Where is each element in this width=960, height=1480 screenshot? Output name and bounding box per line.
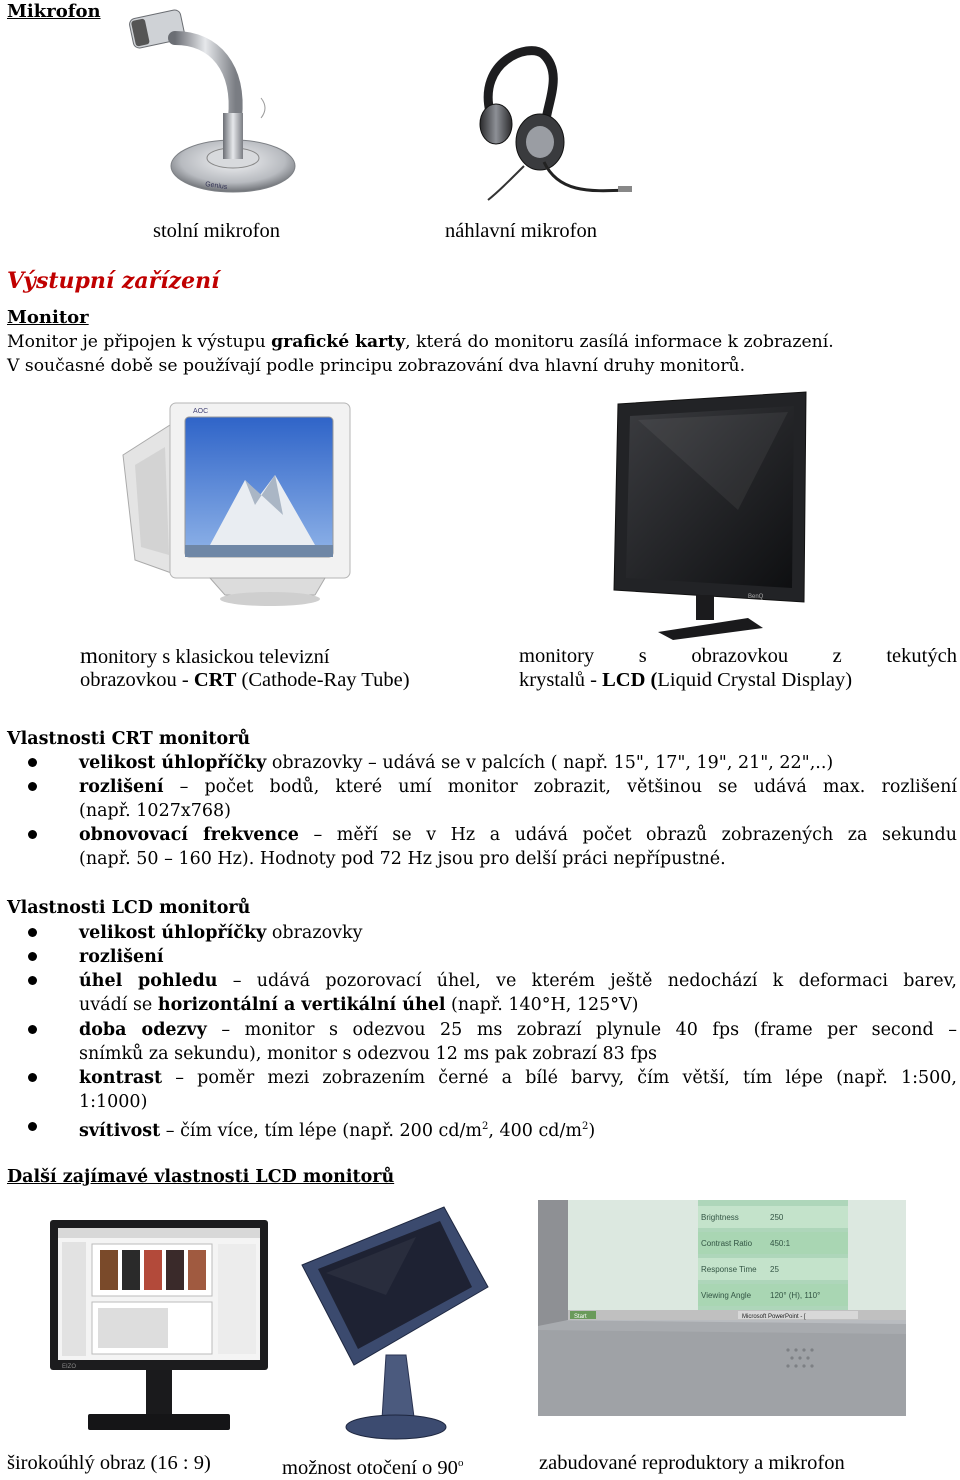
desk-microphone-caption: stolní mikrofon [153, 220, 280, 242]
bullet-icon [28, 1025, 37, 1034]
bullet-icon [28, 928, 37, 937]
crt-property-resolution-line1: rozlišení – počet bodů, které umí monitor zobrazit, většinou se udává max. rozlišení [79, 777, 957, 797]
speakers-caption: zabudované reproduktory a mikrofon [539, 1452, 845, 1474]
lcd-monitor-image [598, 390, 810, 640]
lcd-caption-line2: krystalů - LCD (Liquid Crystal Display) [519, 669, 853, 691]
taskbar-start-label: Start [574, 1314, 587, 1320]
rotation-caption: možnost otočení o 90$^o$ [282, 1456, 464, 1479]
widescreen-caption: širokoúhlý obraz (16 : 9) [7, 1452, 211, 1474]
lcd-property-resolution: rozlišení [79, 947, 164, 967]
lcd-property-contrast-line2: 1:1000) [79, 1092, 148, 1112]
lcd-property-contrast-line1: kontrast – poměr mezi zobrazením černé a bílé barvy, čím větší, tím lépe (např. 1:500, [79, 1068, 957, 1088]
crt-caption-line2: obrazovkou - CRT (Cathode-Ray Tube) [80, 669, 410, 691]
headset-microphone-caption: náhlavní mikrofon [445, 220, 598, 242]
crt-property-refresh-line1: obnovovací frekvence – měří se v Hz a udává počet obrazů zobrazených za sekundu [79, 825, 957, 845]
desk-microphone-image [125, 8, 300, 198]
crt-property-refresh-line2: (např. 50 – 160 Hz). Hodnoty pod 72 Hz jsou pro delší práci nepřípustné. [79, 849, 726, 869]
lcd-property-luminance: svítivost – čím více, tím lépe (např. 200 $cd/m^2$, 400 $cd/m^2$) [79, 1120, 596, 1141]
crt-caption-line1-rest: onitory s klasickou televizní [97, 646, 330, 668]
monitor-intro-line2: V současné době se používají podle principu zobrazování dva hlavní druhy monitorů. [7, 356, 746, 376]
photo-table-label: Viewing Angle [701, 1291, 752, 1300]
photo-table-label: Response Time [701, 1265, 757, 1274]
taskbar-app-label: Microsoft PowerPoint - [ [742, 1314, 806, 1320]
bullet-icon [28, 758, 37, 767]
svg-text:BenQ: BenQ [748, 594, 764, 600]
photo-table-value: 450:1 [770, 1239, 791, 1248]
output-devices-heading: Výstupní zařízení [7, 268, 220, 294]
bullet-icon [28, 952, 37, 961]
photo-table-label: Brightness [701, 1213, 739, 1222]
headset-microphone-image [468, 42, 638, 202]
bullet-icon [28, 1122, 37, 1131]
crt-property-resolution-line2: (např. 1027x768) [79, 801, 231, 821]
bullet-icon [28, 1073, 37, 1082]
lcd-caption-line1: monitory s obrazovkou z tekutých [519, 645, 957, 667]
rotating-monitor-image [296, 1205, 492, 1447]
crt-property-diagonal: velikost úhlopříčky obrazovky – udává se v palcích ( např. 15", 17", 19", 21", 22",..) [79, 753, 834, 773]
bullet-icon [28, 830, 37, 839]
lcd-property-response-line1: doba odezvy – monitor s odezvou 25 ms zobrazí plynule 40 fps (frame per second – [79, 1020, 957, 1040]
svg-text:Genius: Genius [204, 181, 228, 192]
svg-text:AOC: AOC [193, 408, 209, 415]
photo-table-label: Contrast Ratio [701, 1239, 753, 1248]
lcd-property-diagonal: velikost úhlopříčky obrazovky [79, 923, 363, 943]
bullet-icon [28, 976, 37, 985]
more-lcd-features-heading: Další zajímavé vlastnosti LCD monitorů [7, 1167, 395, 1187]
widescreen-monitor-image [48, 1218, 270, 1438]
lcd-property-viewing-angle-line2: uvádí se horizontální a vertikální úhel (např. 140°H, 125°V) [79, 995, 639, 1015]
lcd-property-viewing-angle-line1: úhel pohledu – udává pozorovací úhel, ve kterém ještě nedochází k deformaci barev, [79, 971, 957, 991]
photo-table-value: 120° (H), 110° [770, 1291, 821, 1300]
mikrofon-heading: Mikrofon [7, 1, 101, 22]
svg-text:EIZO: EIZO [62, 1364, 77, 1370]
bullet-icon [28, 782, 37, 791]
speakers-monitor-image [538, 1200, 906, 1416]
lcd-properties-heading: Vlastnosti LCD monitorů [7, 898, 251, 918]
monitor-intro-line1: Monitor je připojen k výstupu grafické karty, která do monitoru zasílá informace k zobrazení. [7, 332, 834, 352]
crt-caption-line1: monitory s klasickou televizní [80, 643, 330, 668]
lcd-property-response-line2: snímků za sekundu), monitor s odezvou 12 ms pak zobrazí 83 fps [79, 1044, 658, 1064]
photo-table-value: 25 [770, 1265, 779, 1274]
crt-properties-heading: Vlastnosti CRT monitorů [7, 729, 251, 749]
crt-monitor-image [115, 395, 355, 610]
monitor-heading: Monitor [7, 307, 89, 328]
photo-table-value: 250 [770, 1213, 784, 1222]
